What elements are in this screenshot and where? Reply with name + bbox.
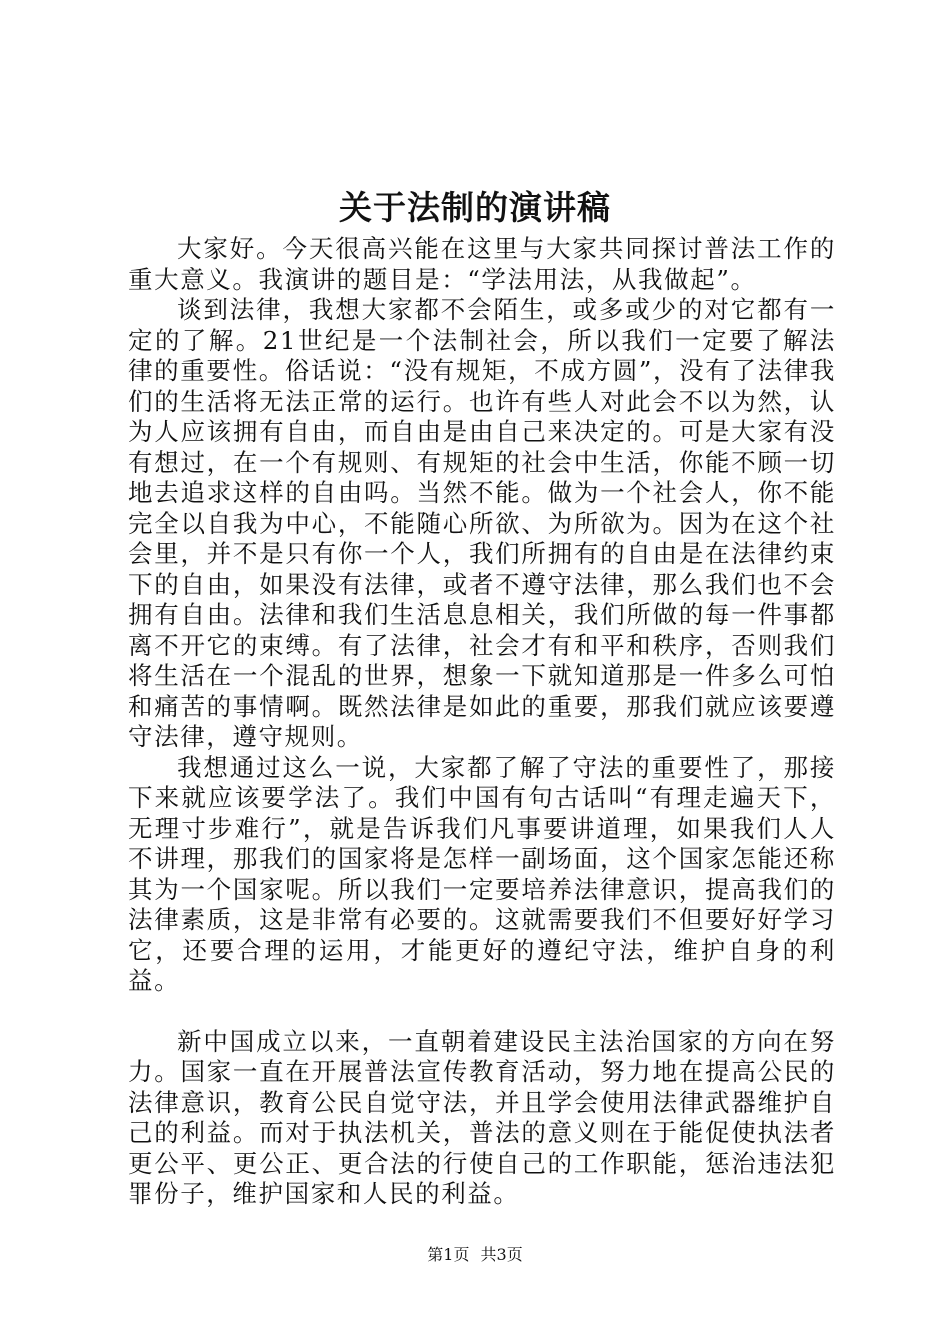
document-title: 关于法制的演讲稿 — [339, 188, 611, 227]
page-number: 第1页 共3页 — [427, 1245, 523, 1264]
paragraph-national-efforts: 新中国成立以来，一直朝着建设民主法治国家的方向在努力。国家一直在开展普法宣传教育活动，努力地在提高公民的法律意识，教育公民自觉守法，并且学会使用法律武器维护自己的利益。而对于执法机关，普法的意义则在于能促使执法者更公平、更公正、更合法的行使自己的工作职能，惩治违法犯罪份子，维护国家和人民的利益。 — [128, 1026, 836, 1208]
paragraph-learn-law: 我想通过这么一说，大家都了解了守法的重要性了，那接下来就应该要学法了。我们中国有句古话叫“有理走遍天下，无理寸步难行”，就是告诉我们凡事要讲道理，如果我们人人不讲理，那我们的国家将是怎样一副场面，这个国家怎能还称其为一个国家呢。所以我们一定要培养法律意识，提高我们的法律素质，这是非常有必要的。这就需要我们不但要好好学习它，还要合理的运用，才能更好的遵纪守法，维护自身的利益。 — [128, 752, 836, 995]
paragraph-greeting: 大家好。今天很高兴能在这里与大家共同探讨普法工作的重大意义。我演讲的题目是：“学法用法，从我做起”。 — [128, 234, 836, 294]
document-body — [128, 234, 836, 1210]
paragraph-law-importance: 谈到法律，我想大家都不会陌生，或多或少的对它都有一定的了解。21世纪是一个法制社会，所以我们一定要了解法律的重要性。俗话说：“没有规矩，不成方圆”，没有了法律我们的生活将无法正常的运行。也许有些人对此会不以为然，认为人应该拥有自由，而自由是由自己来决定的。可是大家有没有想过，在一个有规则、有规矩的社会中生活，你能不顾一切地去追求这样的自由吗。当然不能。做为一个社会人，你不能完全以自我为中心，不能随心所欲、为所欲为。因为在这个社会里，并不是只有你一个人，我们所拥有的自由是在法律约束下的自由，如果没有法律，或者不遵守法律，那么我们也不会拥有自由。法律和我们生活息息相关，我们所做的每一件事都离不开它的束缚。有了法律，社会才有和平和秩序，否则我们将生活在一个混乱的世界，想象一下就知道那是一件多么可怕和痛苦的事情啊。既然法律是如此的重要，那我们就应该要遵守法律，遵守规则。 — [128, 295, 836, 751]
